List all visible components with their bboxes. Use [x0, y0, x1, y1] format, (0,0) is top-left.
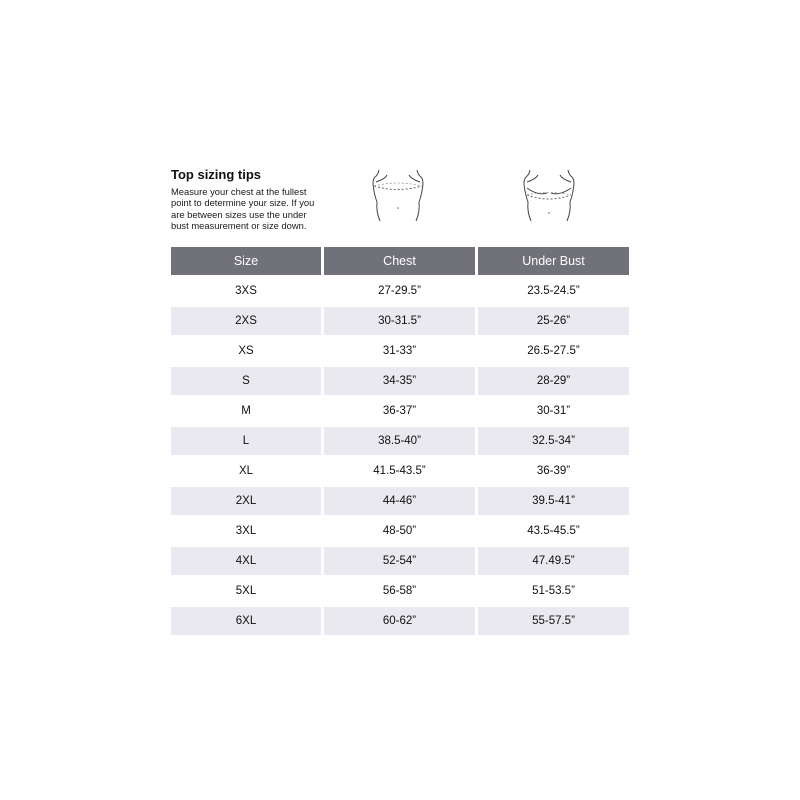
- chest-cell: 34-35”: [324, 367, 475, 395]
- table-row: [171, 577, 629, 605]
- chest-cell: 44-46”: [324, 487, 475, 515]
- under-bust-cell: 55-57.5”: [478, 607, 629, 635]
- table-row: [171, 517, 629, 545]
- chest-cell: 38.5-40”: [324, 427, 475, 455]
- table-header-row: [171, 247, 629, 275]
- table-row: [171, 397, 629, 425]
- size-cell: L: [171, 427, 321, 455]
- table-row: [171, 367, 629, 395]
- under-bust-cell: 51-53.5”: [532, 585, 575, 597]
- under-bust-cell: 26.5-27.5”: [527, 345, 580, 357]
- chest-cell: 48-50”: [382, 525, 417, 537]
- under-bust-cell: 39.5-41”: [478, 487, 629, 515]
- size-cell: XS: [238, 345, 254, 357]
- under-bust-cell: 47.49.5”: [478, 547, 629, 575]
- sizing-tips-text: Measure your chest at the fullest point to determine your size. If you are between sizes use the under bust measurement or size down.: [171, 186, 315, 231]
- table-row: [171, 607, 629, 635]
- chest-cell: 60-62”: [324, 607, 475, 635]
- chest-cell: 30-31.5”: [324, 307, 475, 335]
- size-cell: 3XS: [235, 285, 257, 297]
- under-bust-cell: 32.5-34”: [478, 427, 629, 455]
- size-cell: M: [241, 405, 251, 417]
- header-size: Size: [171, 247, 321, 275]
- chest-cell: 27-29.5”: [378, 285, 421, 297]
- size-cell: 3XL: [235, 525, 257, 537]
- chest-cell: 56-58”: [382, 585, 417, 597]
- under-bust-cell: 43.5-45.5”: [527, 525, 580, 537]
- under-bust-cell: 23.5-24.5”: [527, 285, 580, 297]
- chest-cell: 41.5-43.5”: [373, 465, 426, 477]
- under-bust-cell: 36-39”: [536, 465, 571, 477]
- table-row: [171, 427, 629, 455]
- size-cell: 5XL: [235, 585, 257, 597]
- size-cell: 6XL: [171, 607, 321, 635]
- sizing-tips-title: Top sizing tips: [171, 167, 262, 182]
- chest-cell: 31-33”: [382, 345, 417, 357]
- header-under-bust: Under Bust: [478, 247, 629, 275]
- table-row: [171, 337, 629, 365]
- size-cell: S: [171, 367, 321, 395]
- chest-cell: 52-54”: [324, 547, 475, 575]
- torso-underbust-measure-icon: [514, 166, 584, 234]
- torso-chest-measure-icon: [363, 166, 433, 234]
- size-chart-table: [168, 245, 632, 637]
- size-cell: 2XL: [171, 487, 321, 515]
- size-cell: XL: [238, 465, 254, 477]
- size-cell: 4XL: [171, 547, 321, 575]
- table-row: [171, 307, 629, 335]
- table-row: [171, 277, 629, 305]
- header-chest: Chest: [324, 247, 475, 275]
- table-row: [171, 457, 629, 485]
- size-cell: 2XS: [171, 307, 321, 335]
- under-bust-cell: 28-29”: [478, 367, 629, 395]
- table-row: [171, 487, 629, 515]
- table-row: [171, 547, 629, 575]
- under-bust-cell: 30-31”: [536, 405, 571, 417]
- chest-cell: 36-37”: [382, 405, 417, 417]
- under-bust-cell: 25-26”: [478, 307, 629, 335]
